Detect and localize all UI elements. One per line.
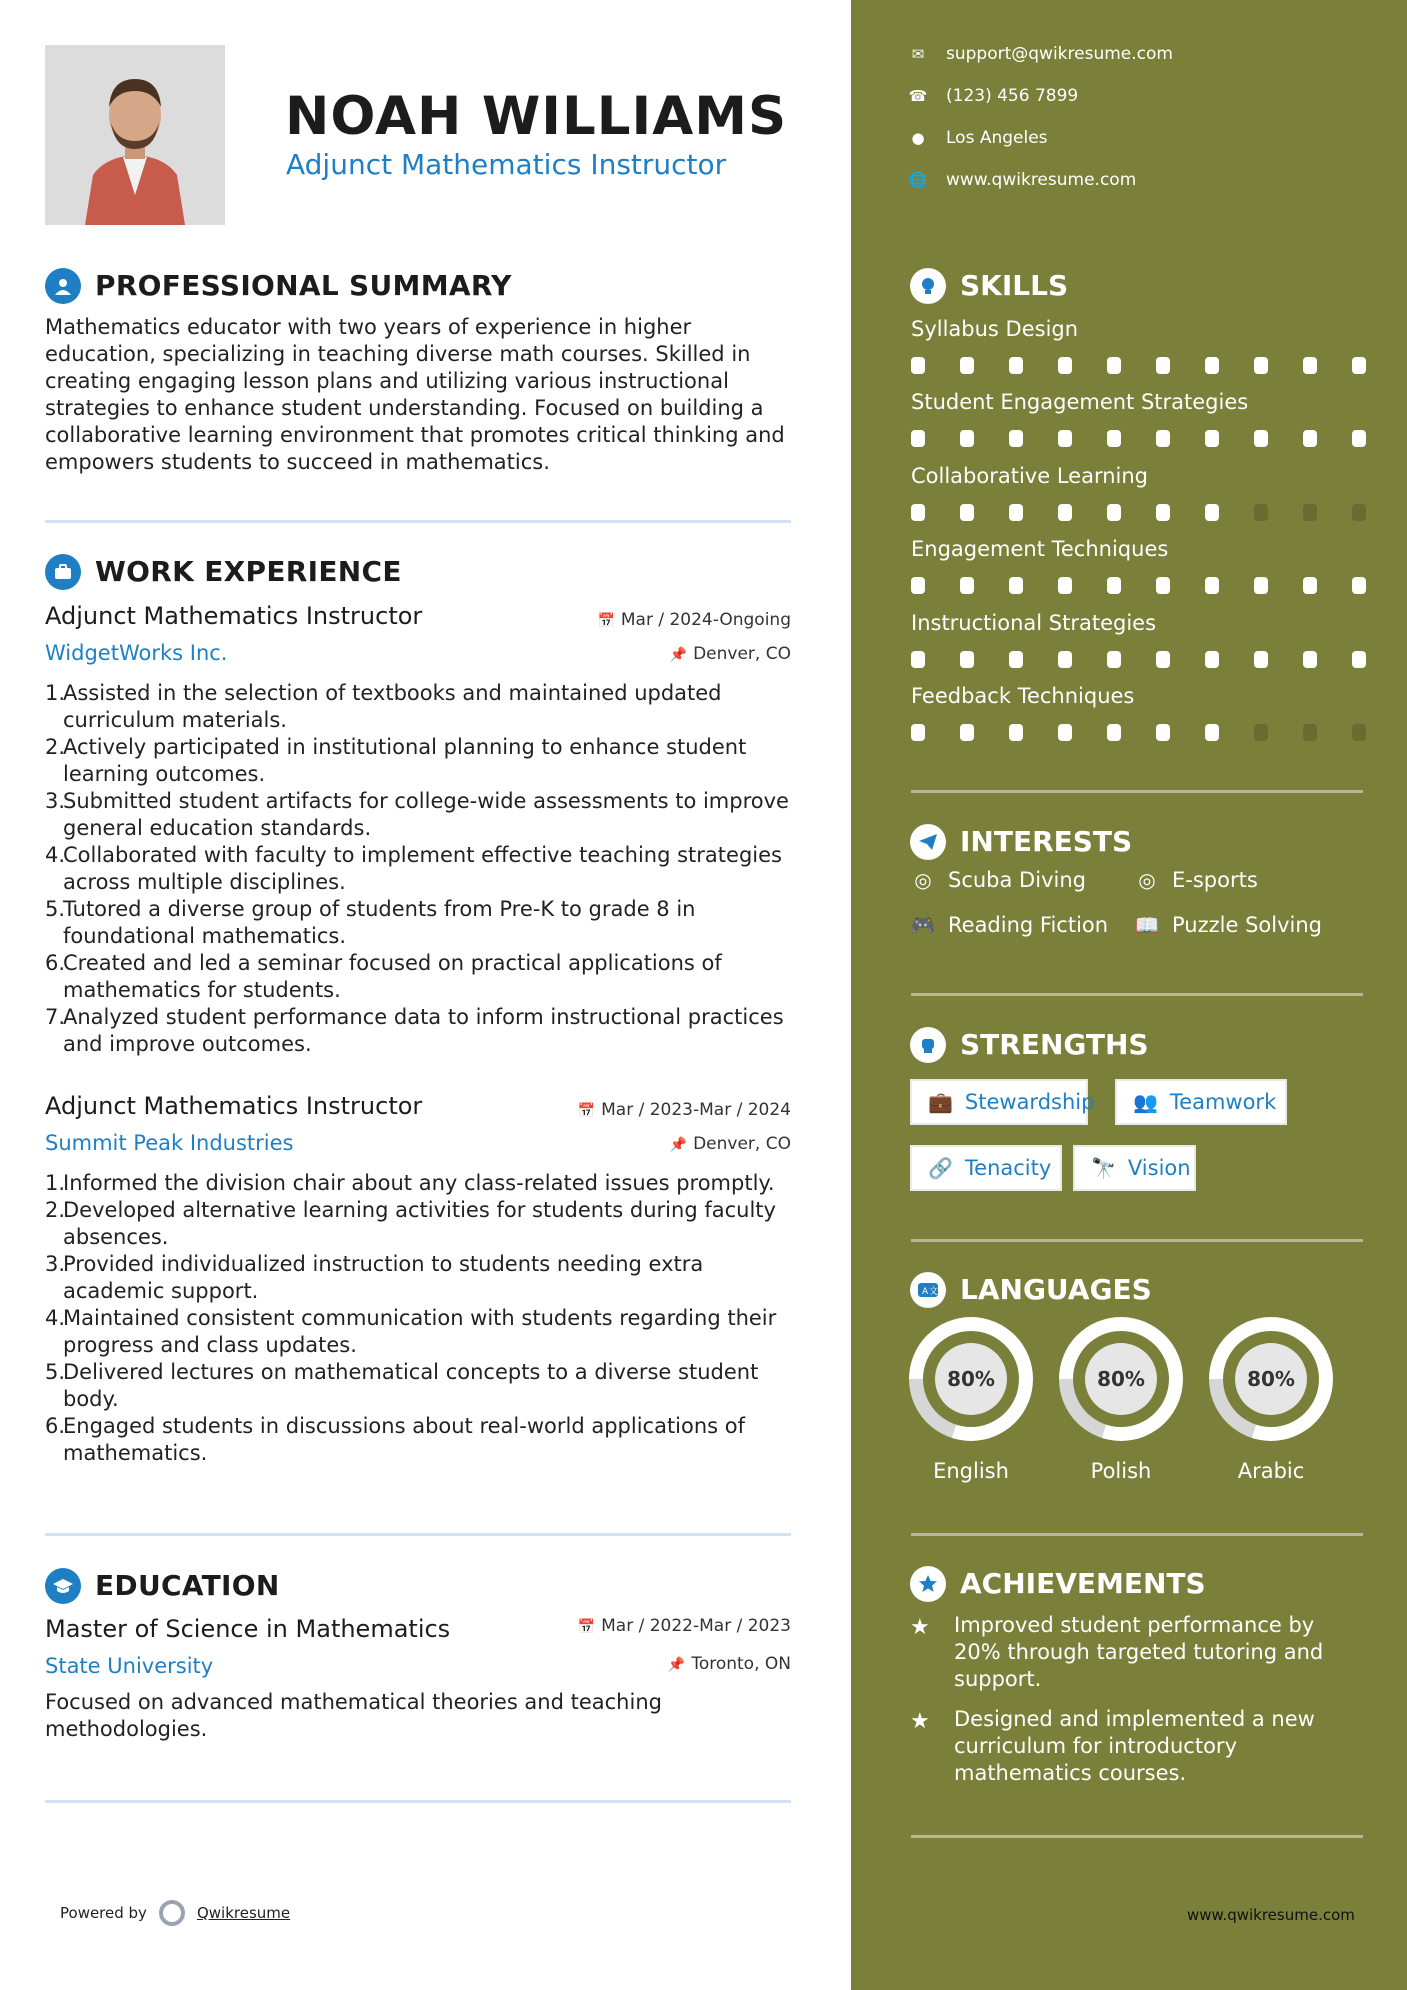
job-dates-text: Mar / 2023-Mar / 2024 — [601, 1100, 791, 1120]
gamepad-icon: 🎮 — [910, 913, 936, 937]
language-name: Polish — [1090, 1459, 1152, 1483]
interest-item — [910, 868, 1086, 892]
skill-rating — [911, 724, 1366, 741]
language-progress-ring — [1209, 1317, 1333, 1441]
contact-website-text: www.qwikresume.com — [946, 170, 1137, 190]
skill-item — [911, 316, 1371, 389]
strength-chip — [1073, 1145, 1196, 1191]
degree: Master of Science in Mathematics — [45, 1615, 451, 1643]
education-dates — [578, 1615, 791, 1638]
interests-heading: INTERESTS — [960, 825, 1133, 858]
qwikresume-logo-icon — [159, 1900, 185, 1926]
summary-header — [45, 268, 512, 304]
list-item: Collaborated with faculty to implement effective teaching strategies across multiple disciplines. — [63, 843, 782, 894]
skill-name: Collaborative Learning — [911, 463, 1148, 488]
job-location — [670, 643, 791, 666]
rating-dot — [1303, 577, 1317, 594]
rating-dot — [1009, 577, 1023, 594]
rating-dot — [1352, 430, 1366, 447]
list-item: Assisted in the selection of textbooks and maintained updated curriculum materials. — [63, 681, 722, 732]
language-percent: 80% — [1097, 1367, 1145, 1391]
language-progress-ring — [1059, 1317, 1183, 1441]
languages-heading: LANGUAGES — [960, 1273, 1152, 1306]
rating-dot — [911, 577, 925, 594]
contact-website[interactable] — [908, 169, 1136, 191]
phone-icon: ☎ — [908, 87, 928, 105]
rating-dot — [1009, 724, 1023, 741]
graduation-icon — [45, 1568, 81, 1604]
education-heading: EDUCATION — [95, 1569, 280, 1602]
rating-dot — [1058, 430, 1072, 447]
rating-dot — [1107, 724, 1121, 741]
user-icon — [45, 268, 81, 304]
rating-dot — [1058, 577, 1072, 594]
interest-item — [1134, 868, 1258, 892]
pin-icon: 📌 — [669, 1137, 688, 1153]
divider — [45, 1533, 791, 1536]
pin-icon: 📌 — [669, 647, 688, 663]
rating-dot — [960, 357, 974, 374]
binoculars-icon: 🔭 — [1091, 1156, 1116, 1180]
rating-dot — [1254, 577, 1268, 594]
lightbulb-icon — [910, 268, 946, 304]
skill-name: Student Engagement Strategies — [911, 390, 1249, 415]
skill-item — [911, 683, 1371, 756]
language-name: Arabic — [1237, 1459, 1305, 1483]
rating-dot — [1009, 430, 1023, 447]
contact-phone[interactable] — [908, 85, 1078, 107]
skill-item — [911, 610, 1371, 683]
list-item: Created and led a seminar focused on practical applications of mathematics for students. — [63, 951, 722, 1002]
users-icon: 👥 — [1133, 1090, 1158, 1114]
rating-dot — [1352, 357, 1366, 374]
envelope-icon: ✉ — [911, 45, 925, 63]
rating-dot — [1205, 357, 1219, 374]
rating-dot — [1058, 651, 1072, 668]
rating-dot — [960, 577, 974, 594]
star-icon — [910, 1566, 946, 1602]
rating-dot — [1303, 357, 1317, 374]
job-title: Adjunct Mathematics Instructor — [45, 1092, 423, 1120]
interest-label: Reading Fiction — [948, 913, 1109, 937]
book-icon: 📖 — [1134, 913, 1160, 937]
skill-name: Feedback Techniques — [911, 683, 1135, 708]
strengths-heading: STRENGTHS — [960, 1028, 1149, 1061]
rating-dot — [1156, 651, 1170, 668]
achievement-text: Designed and implemented a new curriculum for introductory mathematics courses. — [954, 1707, 1315, 1785]
job-bullets — [45, 680, 795, 1058]
rating-dot — [1352, 504, 1366, 521]
rating-dot — [1107, 577, 1121, 594]
contact-phone-text: (123) 456 7899 — [946, 86, 1079, 106]
rating-dot — [1107, 504, 1121, 521]
rating-dot — [1058, 504, 1072, 521]
candidate-name: NOAH WILLIAMS — [285, 86, 788, 147]
language-percent: 80% — [1247, 1367, 1295, 1391]
list-item: Submitted student artifacts for college-wide assessments to improve general education standards. — [63, 789, 789, 840]
school: State University — [45, 1654, 214, 1678]
achievements-header — [910, 1566, 1206, 1602]
rating-dot — [960, 430, 974, 447]
summary-heading: PROFESSIONAL SUMMARY — [95, 269, 512, 302]
list-item: Informed the division chair about any class-related issues promptly. — [63, 1171, 775, 1195]
list-item: Actively participated in institutional planning to enhance student learning outcomes. — [63, 735, 747, 786]
rating-dot — [1254, 504, 1268, 521]
list-item: Delivered lectures on mathematical concepts to a diverse student body. — [63, 1360, 759, 1411]
list-item: Tutored a diverse group of students from Pre-K to grade 8 in foundational mathematics. — [63, 897, 696, 948]
interest-item — [910, 913, 1108, 937]
interest-label: Puzzle Solving — [1172, 913, 1322, 937]
interest-label: Scuba Diving — [948, 868, 1086, 892]
skill-item — [911, 389, 1371, 462]
job-location-text: Denver, CO — [693, 1134, 791, 1154]
svg-text:文: 文 — [929, 1287, 939, 1297]
education-dates-text: Mar / 2022-Mar / 2023 — [601, 1616, 791, 1636]
life-ring-icon: ◎ — [1138, 868, 1156, 892]
divider — [911, 1239, 1363, 1242]
language-item — [1059, 1317, 1183, 1483]
skill-rating — [911, 577, 1366, 594]
strength-chip — [910, 1079, 1095, 1125]
footer-powered — [60, 1900, 290, 1926]
contact-email[interactable] — [908, 43, 1173, 65]
rating-dot — [1156, 577, 1170, 594]
rating-dot — [1156, 357, 1170, 374]
rating-dot — [1205, 504, 1219, 521]
rating-dot — [1205, 430, 1219, 447]
rating-dot — [960, 651, 974, 668]
list-item: Provided individualized instruction to students needing extra academic support. — [63, 1252, 704, 1303]
divider — [45, 520, 791, 523]
rating-dot — [911, 651, 925, 668]
rating-dot — [1107, 357, 1121, 374]
divider — [911, 1835, 1363, 1838]
life-ring-icon: ◎ — [914, 868, 932, 892]
job-dates-text: Mar / 2024-Ongoing — [620, 610, 791, 630]
divider — [911, 1533, 1363, 1536]
rating-dot — [1009, 651, 1023, 668]
rating-dot — [911, 504, 925, 521]
job-bullets — [45, 1170, 795, 1467]
skill-rating — [911, 430, 1366, 447]
education-location-text: Toronto, ON — [691, 1654, 791, 1674]
skills-header — [910, 268, 1068, 304]
language-item — [1209, 1317, 1333, 1483]
strength-label: Stewardship — [964, 1090, 1095, 1114]
interest-label: E-sports — [1172, 868, 1258, 892]
rating-dot — [1254, 724, 1268, 741]
language-progress-ring — [909, 1317, 1033, 1441]
globe-icon: 🌐 — [908, 171, 928, 189]
job-location-text: Denver, CO — [693, 644, 791, 664]
powered-by-label: Powered by — [60, 1904, 147, 1922]
list-item: Developed alternative learning activities for students during faculty absences. — [63, 1198, 776, 1249]
skills-list — [911, 316, 1371, 756]
language-name: English — [933, 1459, 1009, 1483]
brand-link[interactable]: Qwikresume — [196, 1904, 291, 1922]
skill-rating — [911, 504, 1366, 521]
languages-header — [910, 1272, 1152, 1308]
rating-dot — [960, 504, 974, 521]
contact-location-text: Los Angeles — [946, 128, 1048, 148]
rating-dot — [1058, 724, 1072, 741]
strength-chip — [1115, 1079, 1287, 1125]
language-percent: 80% — [947, 1367, 995, 1391]
experience-header — [45, 554, 402, 590]
skill-name: Engagement Techniques — [911, 537, 1169, 562]
briefcase-icon — [45, 554, 81, 590]
contact-location — [908, 127, 1048, 149]
skill-rating — [911, 651, 1366, 668]
profile-photo — [45, 45, 225, 225]
shooting-star-icon: ★ — [910, 1709, 930, 1734]
rating-dot — [1205, 724, 1219, 741]
paper-plane-icon — [910, 824, 946, 860]
rating-dot — [911, 357, 925, 374]
skill-item — [911, 536, 1371, 609]
achievement-text: Improved student performance by 20% through targeted tutoring and support. — [954, 1613, 1324, 1691]
achievement-item — [910, 1612, 1330, 1693]
pin-icon: 📌 — [667, 1657, 686, 1673]
rating-dot — [1156, 504, 1170, 521]
skills-heading: SKILLS — [960, 269, 1069, 302]
contact-email-text: support@qwikresume.com — [946, 44, 1173, 64]
list-item: Engaged students in discussions about real-world applications of mathematics. — [63, 1414, 746, 1465]
rating-dot — [1303, 724, 1317, 741]
rating-dot — [1254, 651, 1268, 668]
skill-rating — [911, 357, 1366, 374]
strength-label: Teamwork — [1169, 1090, 1277, 1114]
rating-dot — [1156, 430, 1170, 447]
divider — [911, 993, 1363, 996]
skill-name: Syllabus Design — [911, 317, 1079, 341]
calendar-icon: 📅 — [597, 613, 615, 629]
calendar-icon: 📅 — [577, 1103, 596, 1119]
rating-dot — [1156, 724, 1170, 741]
rating-dot — [1352, 651, 1366, 668]
fist-icon — [910, 1027, 946, 1063]
rating-dot — [1254, 357, 1268, 374]
job-dates — [597, 609, 791, 632]
link-icon: 🔗 — [928, 1156, 953, 1180]
strength-label: Vision — [1127, 1156, 1191, 1180]
list-item: Analyzed student performance data to inform instructional practices and improve outcomes. — [63, 1005, 784, 1056]
briefcase-icon: 💼 — [928, 1090, 953, 1114]
svg-text:A: A — [922, 1287, 929, 1297]
rating-dot — [1058, 357, 1072, 374]
job-company: Summit Peak Industries — [45, 1131, 294, 1155]
rating-dot — [1303, 504, 1317, 521]
rating-dot — [911, 724, 925, 741]
rating-dot — [1303, 430, 1317, 447]
education-description: Focused on advanced mathematical theories and teaching methodologies. — [45, 1690, 662, 1741]
interests-header — [910, 824, 1132, 860]
footer-website[interactable]: www.qwikresume.com — [1187, 1906, 1355, 1924]
achievement-item — [910, 1706, 1330, 1787]
rating-dot — [1107, 651, 1121, 668]
rating-dot — [1205, 577, 1219, 594]
rating-dot — [1009, 504, 1023, 521]
calendar-icon: 📅 — [577, 1619, 596, 1635]
rating-dot — [1352, 577, 1366, 594]
rating-dot — [1254, 430, 1268, 447]
language-item — [909, 1317, 1033, 1483]
job-company: WidgetWorks Inc. — [45, 641, 228, 665]
divider — [45, 1800, 791, 1803]
skill-item — [911, 463, 1371, 536]
candidate-title: Adjunct Mathematics Instructor — [286, 148, 727, 181]
summary-text: Mathematics educator with two years of experience in higher education, specializing in teaching diverse math courses. Skilled in creating engaging lesson plans and utilizing various instructional strategies to enhance student understanding. Focused on building a collaborative learning environment that promotes critical thinking and empowers students to succeed in mathematics. — [45, 315, 785, 474]
job-title: Adjunct Mathematics Instructor — [45, 602, 423, 630]
list-item: Maintained consistent communication with students regarding their progress and class updates. — [63, 1306, 777, 1357]
rating-dot — [1303, 651, 1317, 668]
education-header — [45, 1568, 280, 1604]
strength-label: Tenacity — [964, 1156, 1052, 1180]
education-location — [668, 1653, 791, 1676]
skill-name: Instructional Strategies — [911, 610, 1157, 635]
map-pin-icon: ● — [911, 129, 925, 147]
achievements-heading: ACHIEVEMENTS — [960, 1567, 1206, 1600]
interest-item — [1134, 913, 1322, 937]
rating-dot — [1352, 724, 1366, 741]
job-dates — [578, 1099, 791, 1122]
rating-dot — [911, 430, 925, 447]
rating-dot — [960, 724, 974, 741]
rating-dot — [1107, 430, 1121, 447]
language-icon — [910, 1272, 946, 1308]
rating-dot — [1009, 357, 1023, 374]
rating-dot — [1205, 651, 1219, 668]
strengths-header — [910, 1027, 1149, 1063]
languages-list — [909, 1317, 1369, 1483]
divider — [911, 790, 1363, 793]
shooting-star-icon: ★ — [910, 1615, 930, 1640]
strength-chip — [910, 1145, 1062, 1191]
job-location — [670, 1133, 791, 1156]
experience-heading: WORK EXPERIENCE — [95, 555, 402, 588]
